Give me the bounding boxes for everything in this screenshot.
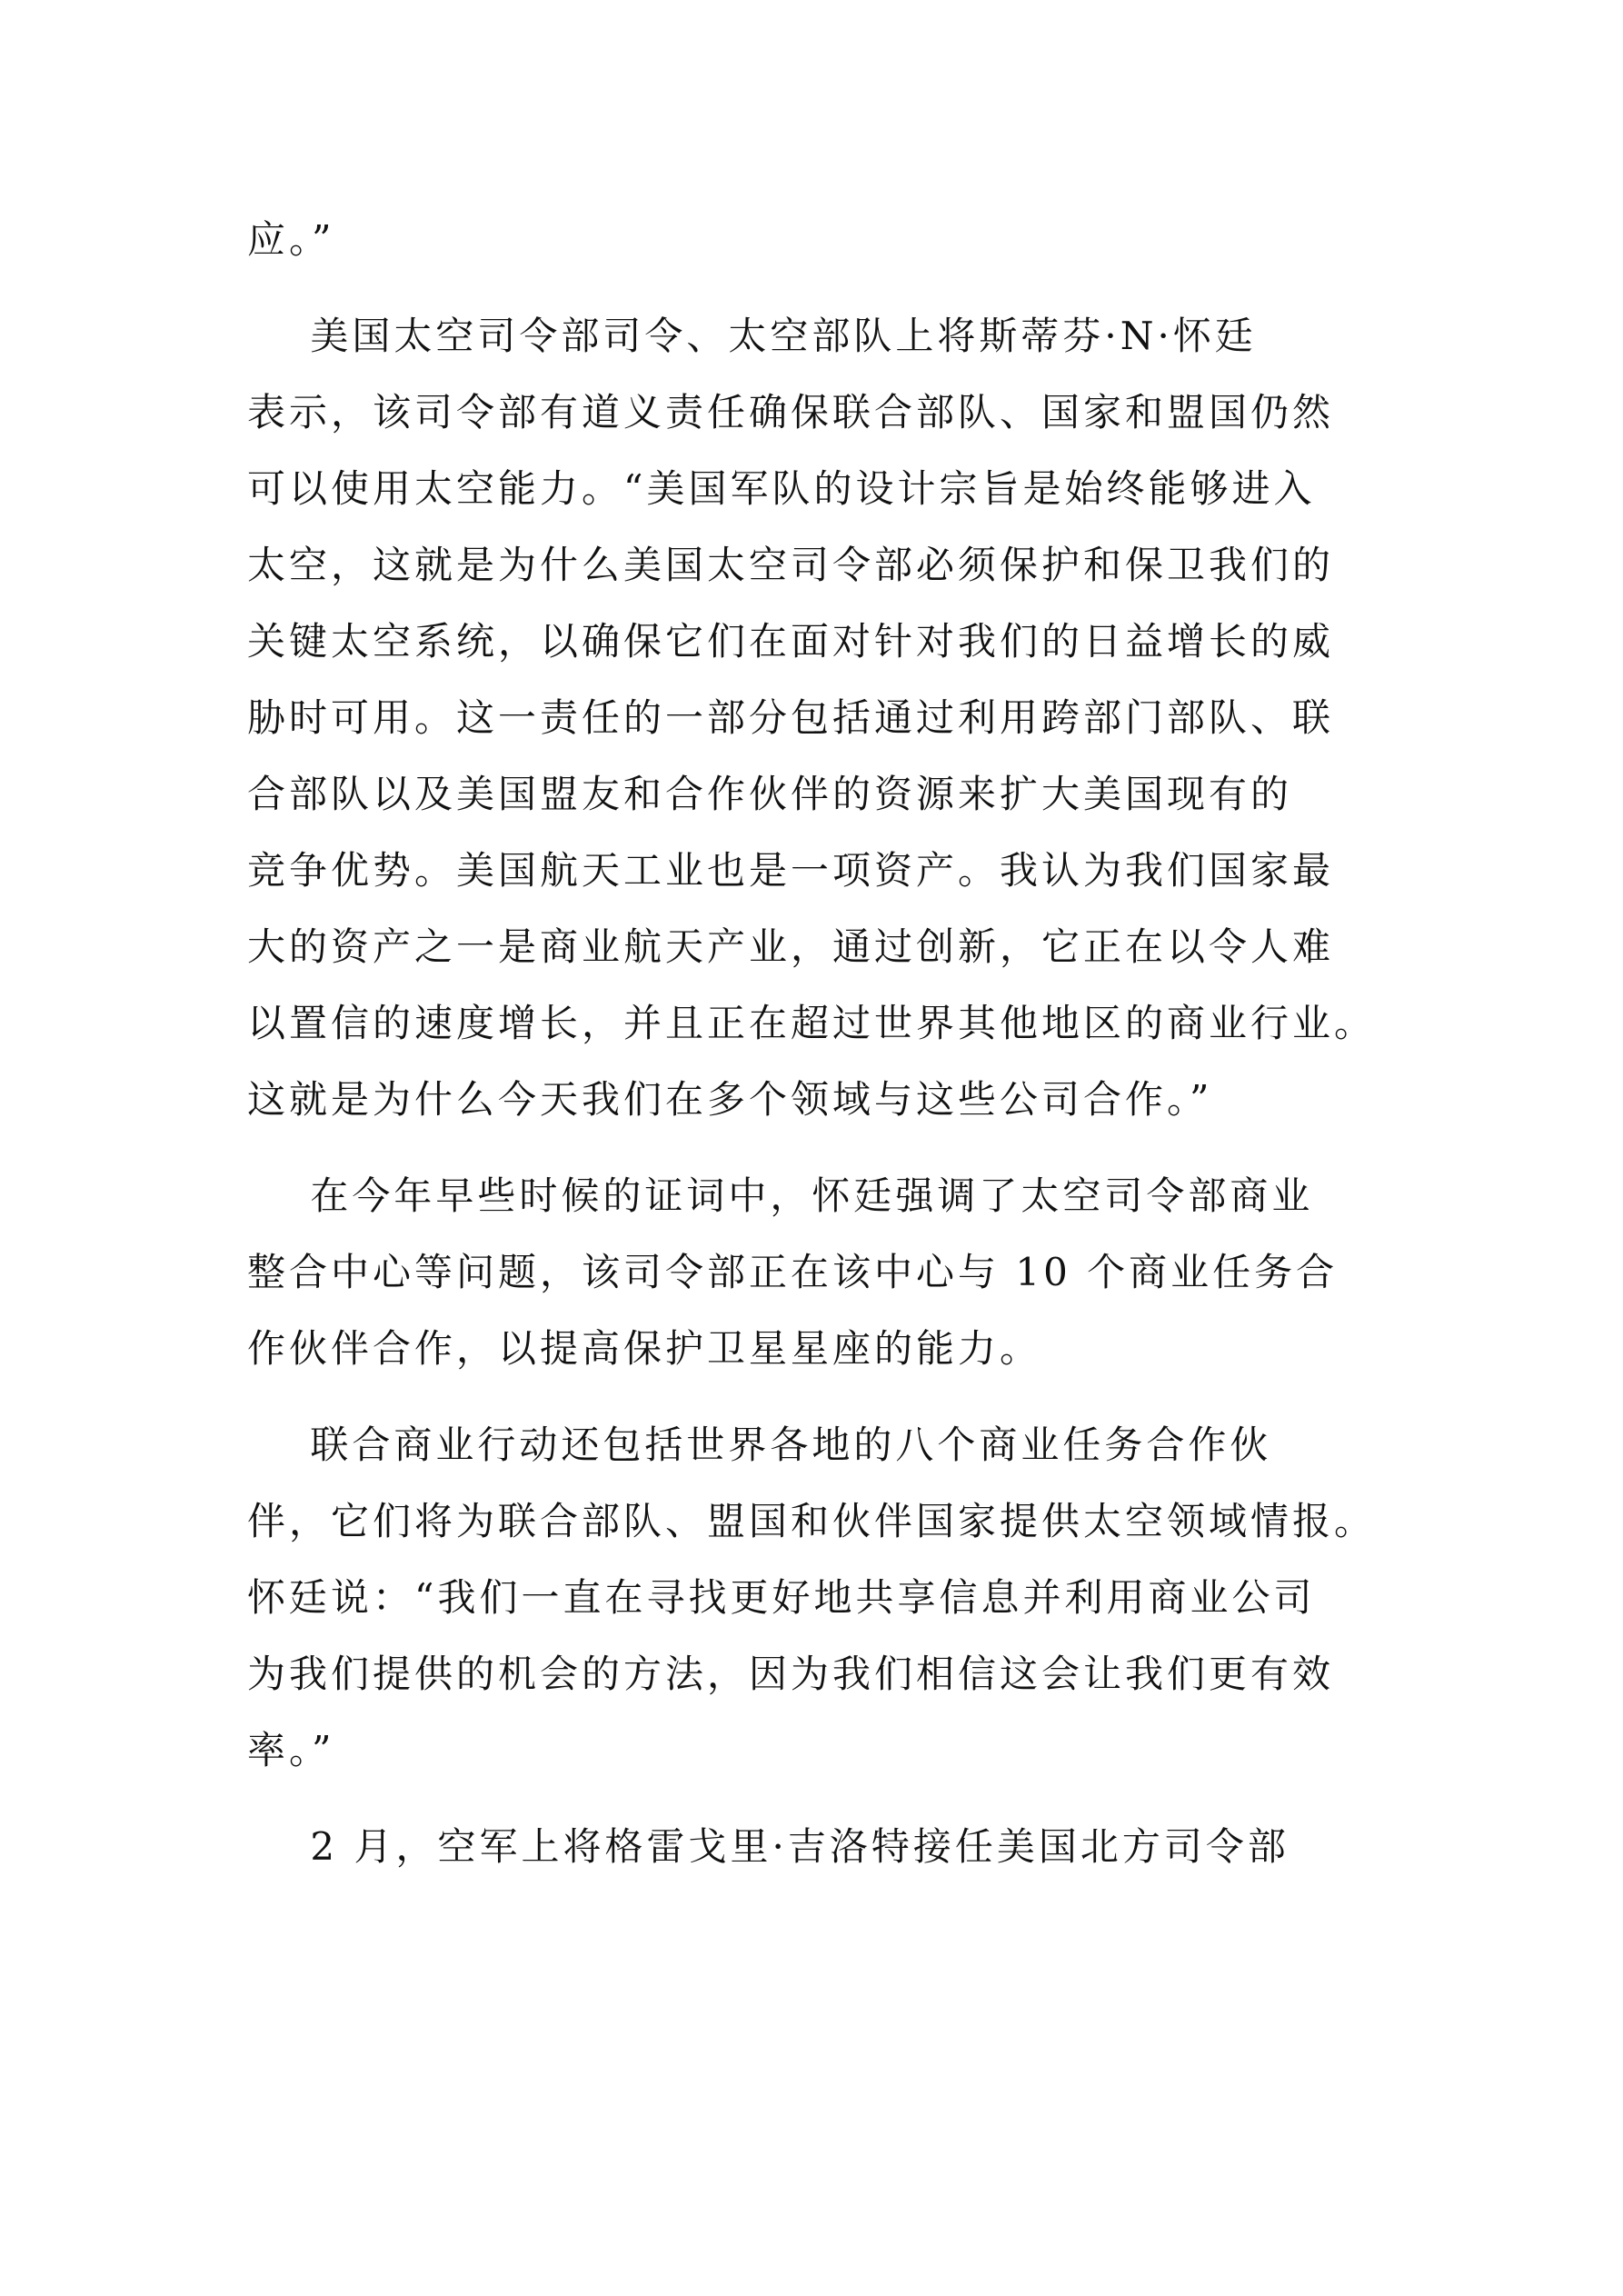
paragraph-gap <box>247 1789 1401 1809</box>
text-line: 美国太空司令部司令、太空部队上将斯蒂芬·N·怀廷 <box>247 314 1257 358</box>
text-line: 可以使用太空能力。“美国军队的设计宗旨是始终能够进入 <box>247 466 1316 511</box>
paragraph-2 <box>247 298 1401 1138</box>
text-line: 率。” <box>247 1728 335 1772</box>
text-line: 整合中心等问题，该司令部正在该中心与 10 个商业任务合 <box>247 1250 1339 1294</box>
text-line: 太空，这就是为什么美国太空司令部必须保护和保卫我们的 <box>247 543 1335 587</box>
document-body <box>247 202 1401 1885</box>
text-line: 怀廷说：“我们一直在寻找更好地共享信息并利用商业公司 <box>247 1575 1316 1620</box>
text-line: 表示，该司令部有道义责任确保联合部队、国家和盟国仍然 <box>247 390 1335 434</box>
text-line: 联合商业行动还包括世界各地的八个商业任务合作伙 <box>247 1423 1272 1467</box>
text-line: 竞争优势。美国航天工业也是一项资产。我认为我们国家最 <box>247 848 1335 893</box>
text-line: 以置信的速度增长，并且正在超过世界其他地区的商业行业。 <box>247 1001 1377 1045</box>
text-line: 胁时可用。这一责任的一部分包括通过利用跨部门部队、联 <box>247 695 1335 740</box>
text-line: 为我们提供的机会的方法，因为我们相信这会让我们更有效 <box>247 1652 1335 1696</box>
paragraph-1 <box>247 202 1401 278</box>
paragraph-gap <box>247 1387 1401 1407</box>
text-line: 这就是为什么今天我们在多个领域与这些公司合作。” <box>247 1077 1213 1122</box>
text-line: 关键太空系统，以确保它们在面对针对我们的日益增长的威 <box>247 619 1335 664</box>
text-line: 作伙伴合作，以提高保护卫星星座的能力。 <box>247 1326 1042 1371</box>
paragraph-3 <box>247 1158 1401 1387</box>
paragraph-5 <box>247 1809 1401 1885</box>
paragraph-gap <box>247 278 1401 298</box>
text-line: 合部队以及美国盟友和合作伙伴的资源来扩大美国现有的 <box>247 772 1293 816</box>
text-line: 应。” <box>247 217 335 262</box>
paragraph-gap <box>247 1138 1401 1158</box>
paragraph-4 <box>247 1407 1401 1789</box>
text-line: 伴，它们将为联合部队、盟国和伙伴国家提供太空领域情报。 <box>247 1499 1377 1543</box>
text-line: 2 月，空军上将格雷戈里·吉洛特接任美国北方司令部 <box>247 1824 1289 1869</box>
text-line: 大的资产之一是商业航天产业，通过创新，它正在以令人难 <box>247 924 1335 969</box>
text-line: 在今年早些时候的证词中，怀廷强调了太空司令部商业 <box>247 1173 1314 1218</box>
